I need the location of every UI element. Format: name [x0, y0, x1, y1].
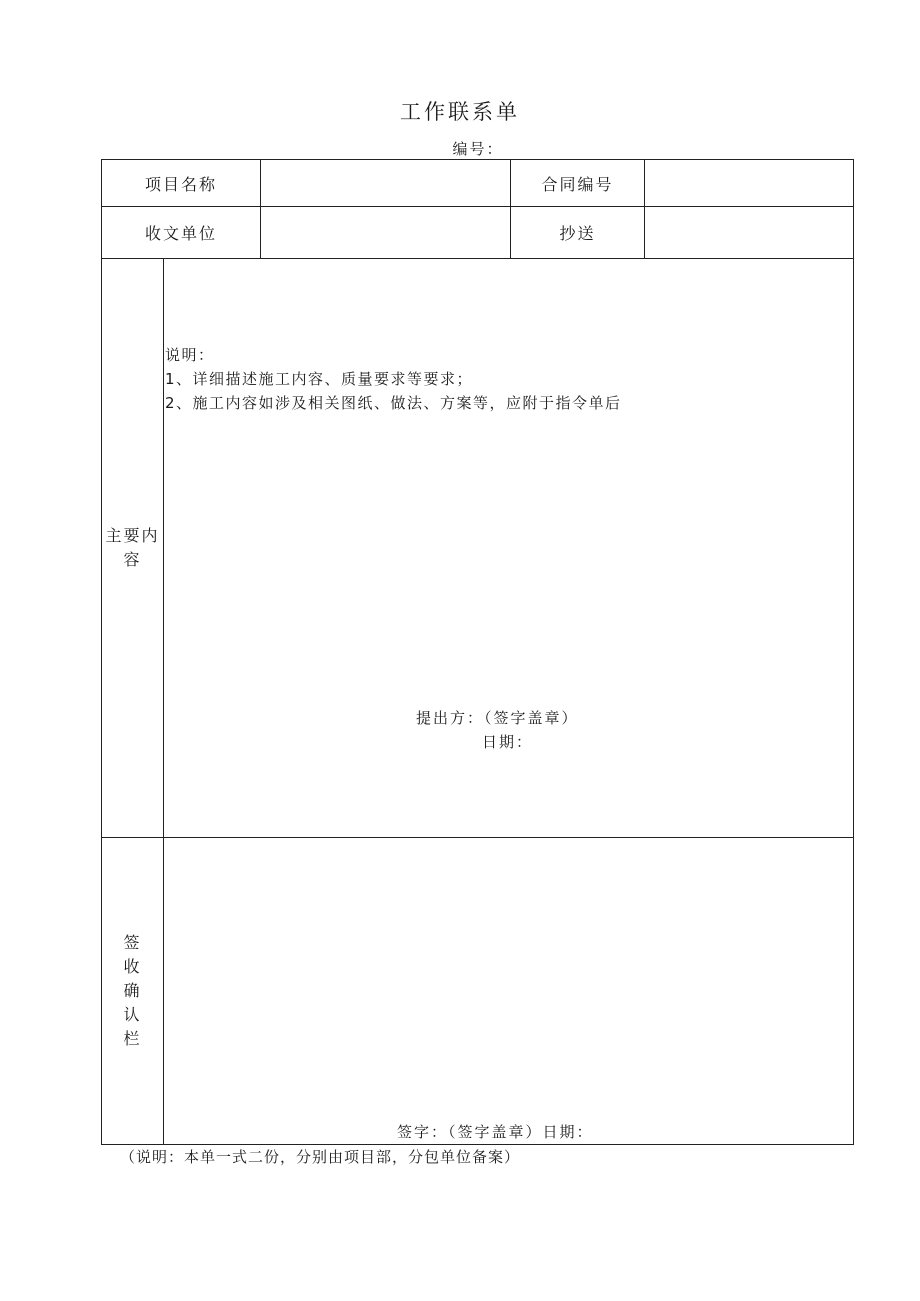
receipt-label-char: 栏 [123, 1029, 142, 1048]
receipt-row [102, 838, 854, 1145]
main-content-label-line1: 主要内 [105, 526, 160, 545]
main-content-area[interactable] [164, 259, 854, 838]
contract-number-field[interactable] [645, 160, 854, 207]
instruction-item-1: 1、详细描述施工内容、质量要求等要求； [165, 370, 474, 388]
receipt-signature-line: 签字：（签字盖章）日期： [397, 1123, 594, 1141]
receipt-label-char: 确 [123, 981, 142, 1000]
instructions-block [165, 343, 622, 415]
instructions-heading: 说明： [165, 346, 215, 364]
project-row [102, 160, 854, 207]
proposer-signature-label: 提出方：（签字盖章） [416, 709, 579, 727]
document-number-label: 编号： [452, 140, 504, 158]
footnote: （说明：本单一式二份，分别由项目部，分包单位备案） [120, 1148, 521, 1166]
main-content-row [102, 259, 854, 838]
receipt-area[interactable] [164, 838, 854, 1145]
receiver-row [102, 207, 854, 259]
contact-form-table [101, 159, 854, 1145]
receipt-label-char: 认 [123, 1005, 142, 1024]
main-content-label-line2: 容 [123, 550, 142, 569]
proposer-date-label: 日期： [482, 733, 534, 751]
receiver-unit-field[interactable] [261, 207, 511, 259]
contract-number-label: 合同编号 [511, 160, 645, 207]
receipt-label-char: 收 [123, 957, 142, 976]
cc-label: 抄送 [511, 207, 645, 259]
receipt-label-char: 签 [123, 933, 142, 952]
receipt-confirmation-label [102, 838, 164, 1145]
project-name-label: 项目名称 [102, 160, 261, 207]
instruction-item-2: 2、施工内容如涉及相关图纸、做法、方案等，应附于指令单后 [165, 394, 622, 412]
cc-field[interactable] [645, 207, 854, 259]
main-content-label [102, 259, 164, 838]
project-name-field[interactable] [261, 160, 511, 207]
receiver-unit-label: 收文单位 [102, 207, 261, 259]
document-title: 工作联系单 [400, 100, 520, 124]
